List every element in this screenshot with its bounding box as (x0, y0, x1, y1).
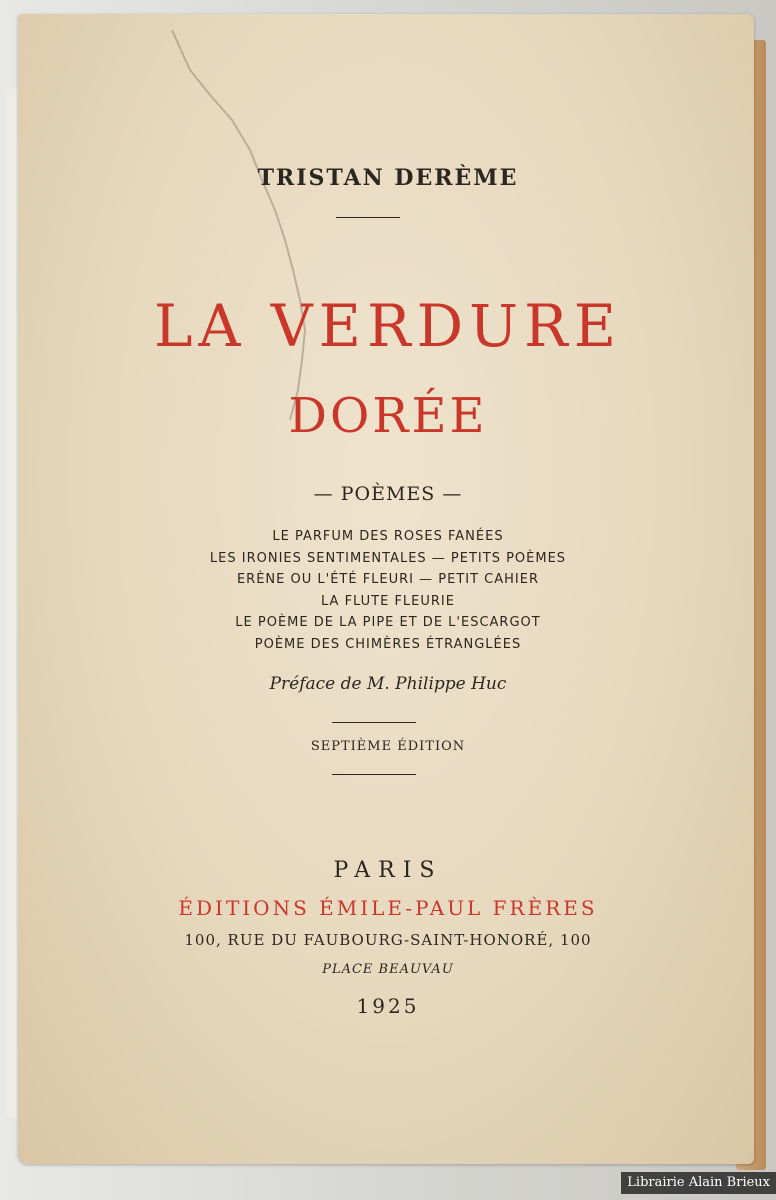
edition-label: SEPTIÈME ÉDITION (310, 739, 466, 754)
book-title-line-1: LA VERDURE (153, 292, 623, 360)
preface-line: Préface de M. Philippe Huc (269, 674, 507, 694)
book-title-line-2: DORÉE (288, 388, 488, 444)
divider-rule (336, 217, 400, 218)
publication-year: 1925 (356, 994, 420, 1018)
contents-item: POÈME DES CHIMÈRES ÉTRANGLÉES (254, 636, 522, 652)
contents-item: LE PARFUM DES ROSES FANÉES (272, 529, 504, 544)
contents-list (0, 526, 776, 655)
divider-rule (332, 774, 416, 775)
publisher-city: PARIS (333, 858, 443, 883)
contents-item: LE POÈME DE LA PIPE ET DE L'ESCARGOT (235, 615, 541, 630)
publisher-address: 100, RUE DU FAUBOURG-SAINT-HONORÉ, 100 (184, 931, 592, 949)
publisher-name: ÉDITIONS ÉMILE-PAUL FRÈRES (178, 896, 598, 920)
seller-watermark: Librairie Alain Brieux (621, 1172, 776, 1194)
author-name: TRISTAN DERÈME (257, 165, 519, 191)
contents-item: ERÈNE OU L'ÉTÉ FLEURI — PETIT CAHIER (236, 572, 540, 587)
divider-rule (332, 722, 416, 723)
publisher-place: PLACE BEAUVAU (322, 962, 454, 977)
genre-label: — POÈMES — (313, 483, 463, 505)
contents-item: LA FLUTE FLEURIE (321, 593, 455, 609)
contents-item: LES IRONIES SENTIMENTALES — PETITS POÈMES (209, 550, 567, 566)
